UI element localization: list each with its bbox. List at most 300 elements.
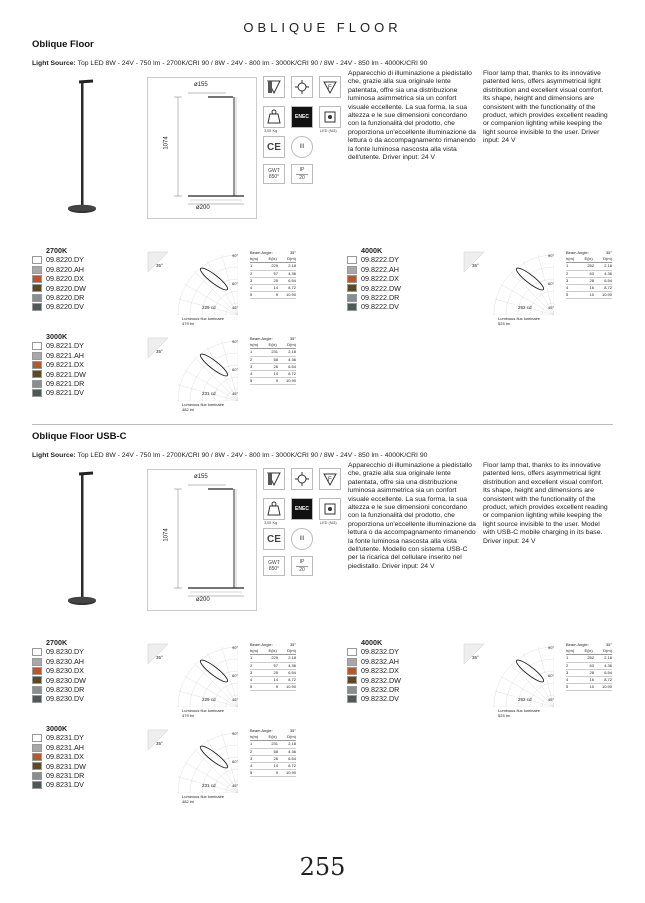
table-row (566, 655, 612, 662)
led-label: LED (Ni3) (320, 521, 337, 525)
table-cell: 5 (566, 292, 569, 298)
code-row (347, 265, 401, 274)
table-cell: 16 (589, 677, 594, 683)
section-divider (32, 424, 613, 425)
beam-angle-tag: 35° (156, 349, 163, 354)
col-h: h(m) (250, 648, 259, 654)
table-cell: 6.54 (288, 277, 296, 283)
table-cell: 4.36 (604, 662, 612, 668)
table-cell: 2.18 (288, 741, 296, 747)
angle-45-label: 45° (232, 697, 239, 702)
beam-table (250, 642, 296, 691)
light-source-line (32, 452, 427, 459)
angle-90-label: 90° (232, 339, 239, 344)
code-list (32, 332, 86, 398)
beam-angle-tag: 35° (472, 263, 479, 268)
code-row (32, 370, 86, 379)
product-code: 09.8231.AH (46, 742, 84, 752)
code-row (32, 255, 86, 264)
table-cell: 4 (250, 285, 253, 291)
finish-swatch (32, 667, 42, 675)
finish-swatch (32, 686, 42, 694)
table-cell: 4 (566, 285, 569, 291)
code-row (32, 341, 86, 350)
finish-swatch (347, 667, 357, 675)
finish-swatch (347, 284, 357, 292)
beam-angle-label: Beam Angle: (566, 642, 589, 647)
code-row (32, 265, 86, 274)
ip-icon (291, 164, 313, 184)
table-cell: 9 (275, 292, 278, 298)
angle-90-label: 90° (232, 731, 239, 736)
flux-value: 525 lm (498, 321, 511, 326)
light-source-line (32, 60, 427, 67)
ip-icon (291, 556, 313, 576)
beam-angle-value: 35° (289, 250, 296, 255)
flux-label: Luminous flux luminaire (498, 708, 541, 713)
led-icon (319, 498, 341, 520)
color-temp-heading: 4000K (361, 638, 383, 647)
table-cell: 8.72 (288, 763, 296, 769)
product-code: 09.8220.DW (46, 283, 86, 293)
table-cell: 231 (271, 741, 278, 747)
table-cell: 4.36 (288, 748, 296, 754)
table-cell: 4 (250, 677, 253, 683)
table-header (566, 648, 612, 655)
finish-swatch (32, 676, 42, 684)
finish-swatch (32, 695, 42, 703)
table-cell: 14 (273, 371, 278, 377)
candela-label: 231 cd (202, 783, 216, 788)
enec-icon (291, 106, 313, 128)
weight-label: 3,05 Kg (264, 129, 278, 133)
table-cell: 9 (275, 684, 278, 690)
angle-90-label: 90° (232, 645, 239, 650)
finish-swatch (32, 342, 42, 350)
table-header (250, 734, 296, 741)
table-cell: 3 (250, 277, 253, 283)
table-cell: 8.72 (288, 371, 296, 377)
table-cell: 231 (271, 349, 278, 355)
finish-swatch (347, 695, 357, 703)
lamp-photo (62, 469, 102, 609)
table-row (250, 278, 296, 285)
table-row (250, 292, 296, 299)
table-cell: 2.18 (288, 655, 296, 661)
finish-swatch (32, 352, 42, 360)
table-header (250, 342, 296, 349)
section-title: Oblique Floor (32, 39, 94, 50)
product-code: 09.8232.DW (361, 675, 401, 685)
table-cell: 3 (566, 669, 569, 675)
code-row (32, 388, 86, 397)
col-dm: D(m) (287, 648, 296, 654)
class3-icon (291, 528, 313, 550)
ip-value: 20 (299, 566, 305, 573)
col-elx: E(lx) (584, 256, 593, 262)
svg-text:F: F (328, 85, 332, 91)
page-title: OBLIQUE FLOOR (243, 20, 402, 35)
table-row (566, 285, 612, 292)
finish-swatch (32, 781, 42, 789)
description-en: Floor lamp that, thanks to its innovative patented lens, offers asymmetrical light distribution and excellent visual comfort. Its shape, height and dimensions are consistent with the functionality of the product, which provides excellent reading or companion lighting while keeping the light source invisible to the user. Driver input: 24 V (483, 70, 608, 145)
table-row (250, 655, 296, 662)
angle-90-label: 90° (548, 645, 555, 650)
table-cell: 3 (250, 755, 253, 761)
dimension-drawing (147, 77, 257, 219)
asymmetric-beam-icon (263, 76, 285, 98)
table-header (250, 648, 296, 655)
flux-label: Luminous flux luminaire (182, 316, 225, 321)
table-cell: 2.18 (288, 263, 296, 269)
table-cell: 26 (273, 755, 278, 761)
product-code: 09.8220.AH (46, 264, 84, 274)
table-cell: 8.72 (604, 285, 612, 291)
table-cell: 252 (587, 263, 594, 269)
product-code: 09.8222.DW (361, 283, 401, 293)
table-row (250, 371, 296, 378)
table-cell: 2.18 (604, 655, 612, 661)
code-row (347, 647, 401, 656)
table-cell: 6.54 (604, 277, 612, 283)
beam-angle-label: Beam Angle: (250, 336, 273, 341)
product-code: 09.8221.DR (46, 379, 85, 389)
class3-label: III (299, 536, 305, 542)
table-cell: 3 (250, 669, 253, 675)
beam-angle-value: 35° (605, 250, 612, 255)
table-cell: 1 (250, 655, 253, 661)
table-row (250, 763, 296, 770)
table-cell: 2.18 (288, 349, 296, 355)
col-h: h(m) (566, 648, 575, 654)
table-row (566, 684, 612, 691)
product-code: 09.8231.DY (46, 733, 84, 743)
table-row (566, 670, 612, 677)
table-cell: 5 (250, 770, 253, 776)
angle-90-label: 90° (548, 253, 555, 258)
finish-swatch (32, 361, 42, 369)
product-code: 09.8222.DX (361, 274, 399, 284)
dimension-drawing (147, 469, 257, 611)
product-code: 09.8230.DR (46, 685, 85, 695)
code-row (32, 351, 86, 360)
table-cell: 4.36 (288, 662, 296, 668)
table-cell: 6.54 (288, 363, 296, 369)
code-list (32, 724, 86, 790)
finish-swatch (32, 744, 42, 752)
table-cell: 14 (273, 763, 278, 769)
table-cell: 28 (589, 669, 594, 675)
color-temp-heading: 2700K (46, 246, 68, 255)
angle-45-label: 45° (548, 697, 555, 702)
finish-swatch (32, 753, 42, 761)
product-code: 09.8231.DX (46, 752, 84, 762)
code-row (347, 657, 401, 666)
light-source-text: Top LED 8W - 24V - 750 lm - 2700K/CRI 90 / 8W - 24V - 800 lm - 3000K/CRI 90 / 8W - 24V - 850 lm - 4000K/CRI 90 (77, 60, 428, 67)
gwt-icon (263, 556, 285, 576)
table-cell: 6.54 (288, 755, 296, 761)
col-dm: D(m) (603, 648, 612, 654)
table-cell: 58 (273, 748, 278, 754)
svg-text:F: F (328, 477, 332, 483)
finish-swatch (32, 370, 42, 378)
page-number: 255 (299, 853, 346, 881)
beam-table (250, 728, 296, 777)
table-row (250, 741, 296, 748)
code-row (347, 293, 401, 302)
flux-label: Luminous flux luminaire (182, 794, 225, 799)
dim-top-label: ø155 (194, 474, 208, 480)
table-cell: 1 (250, 263, 253, 269)
candela-label: 229 cd (202, 697, 216, 702)
col-h: h(m) (250, 256, 259, 262)
finish-swatch (32, 284, 42, 292)
table-row (250, 271, 296, 278)
table-row (250, 749, 296, 756)
code-row (32, 676, 86, 685)
code-row (347, 274, 401, 283)
finish-swatch (32, 380, 42, 388)
code-list (32, 638, 86, 704)
flux-label: Luminous flux luminaire (182, 402, 225, 407)
table-cell: 10.90 (285, 378, 296, 384)
product-code: 09.8231.DV (46, 780, 84, 790)
dim-base-label: ø200 (196, 205, 210, 211)
table-row (250, 285, 296, 292)
finish-swatch (32, 648, 42, 656)
angle-60-label: 60° (232, 759, 239, 764)
finish-swatch (32, 303, 42, 311)
product-code: 09.8231.DW (46, 761, 86, 771)
table-cell: 2 (566, 662, 569, 668)
enec-label: ENEC (295, 114, 309, 120)
beam-angle-tag: 35° (472, 655, 479, 660)
finish-swatch (32, 256, 42, 264)
beam-angle-label: Beam Angle: (250, 250, 273, 255)
table-row (566, 663, 612, 670)
angle-45-label: 45° (232, 783, 239, 788)
dimming-icon (291, 76, 313, 98)
f-class-icon (319, 468, 341, 490)
finish-swatch (32, 266, 42, 274)
flux-value: 482 lm (182, 799, 195, 804)
table-row (250, 364, 296, 371)
code-list (347, 638, 401, 704)
table-cell: 28 (589, 277, 594, 283)
table-row (250, 684, 296, 691)
table-cell: 2 (250, 356, 253, 362)
color-temp-heading: 3000K (46, 724, 68, 733)
table-cell: 4 (250, 371, 253, 377)
table-cell: 4.36 (604, 270, 612, 276)
product-code: 09.8222.DR (361, 293, 400, 303)
col-elx: E(lx) (268, 648, 277, 654)
beam-angle-value: 35° (289, 728, 296, 733)
code-row (32, 780, 86, 789)
product-code: 09.8222.AH (361, 264, 399, 274)
gwt-label: GWT 850° (268, 168, 280, 180)
product-code: 09.8221.DV (46, 388, 84, 398)
code-row (32, 379, 86, 388)
table-header (250, 256, 296, 263)
ip-value: 20 (299, 174, 305, 181)
table-cell: 10.90 (285, 684, 296, 690)
light-source-label: Light Source: (32, 452, 76, 459)
product-code: 09.8232.DY (361, 647, 399, 657)
finish-swatch (347, 275, 357, 283)
ce-icon (263, 528, 285, 550)
table-cell: 25 (273, 277, 278, 283)
table-cell: 1 (250, 741, 253, 747)
code-row (32, 274, 86, 283)
beam-angle-tag: 35° (156, 263, 163, 268)
product-code: 09.8232.DX (361, 666, 399, 676)
flux-value: 479 lm (182, 713, 195, 718)
dim-height-label: 1074 (163, 136, 170, 150)
product-code: 09.8232.DV (361, 694, 399, 704)
table-cell: 10 (589, 684, 594, 690)
col-dm: D(m) (287, 734, 296, 740)
code-list (347, 246, 401, 312)
code-row (347, 694, 401, 703)
code-row (347, 676, 401, 685)
weight-label: 3,05 Kg (264, 521, 278, 525)
col-elx: E(lx) (268, 256, 277, 262)
col-dm: D(m) (287, 342, 296, 348)
product-code: 09.8222.DV (361, 302, 399, 312)
product-code: 09.8230.DY (46, 647, 84, 657)
table-row (250, 378, 296, 385)
product-code: 09.8221.DW (46, 369, 86, 379)
ip-label: IP (296, 559, 309, 567)
finish-swatch (347, 658, 357, 666)
description-it: Apparecchio di illuminazione a piedistallo che, grazie alla sua originale lente patentata, offre sia una distribuzione luminosa asimmetrica sia un confort visuale eccellente. La sua forma, la sua altezza e le sue dimensioni concordano con la funzionalità del prodotto, che proporziona un'eccellente illuminazione da lettura o da accompagnamento rimanendo la fonte luminosa nascosta alla vista dell'utente. Driver input: 24 V (348, 70, 476, 162)
table-row (566, 271, 612, 278)
angle-45-label: 45° (548, 305, 555, 310)
table-cell: 14 (273, 677, 278, 683)
table-cell: 14 (273, 285, 278, 291)
table-cell: 1 (566, 655, 569, 661)
table-cell: 1 (566, 263, 569, 269)
code-row (32, 284, 86, 293)
table-cell: 26 (273, 363, 278, 369)
code-row (347, 302, 401, 311)
beam-angle-label: Beam Angle: (566, 250, 589, 255)
angle-60-label: 60° (232, 281, 239, 286)
product-code: 09.8232.AH (361, 656, 399, 666)
table-row (566, 278, 612, 285)
flux-value: 482 lm (182, 407, 195, 412)
ce-label: CE (267, 533, 281, 545)
class3-icon (291, 136, 313, 158)
table-row (250, 670, 296, 677)
table-cell: 8.72 (288, 285, 296, 291)
photometric-diagram (146, 250, 296, 328)
table-row (250, 677, 296, 684)
beam-table (250, 336, 296, 385)
code-list (32, 246, 86, 312)
product-code: 09.8220.DV (46, 302, 84, 312)
color-temp-heading: 4000K (361, 246, 383, 255)
product-code: 09.8231.DR (46, 771, 85, 781)
table-cell: 229 (271, 655, 278, 661)
candela-label: 231 cd (202, 391, 216, 396)
finish-swatch (32, 772, 42, 780)
led-icon (319, 106, 341, 128)
table-cell: 10.90 (601, 292, 612, 298)
product-code: 09.8221.DX (46, 360, 84, 370)
code-row (347, 284, 401, 293)
finish-swatch (347, 266, 357, 274)
finish-swatch (32, 275, 42, 283)
code-row (32, 733, 86, 742)
table-row (566, 677, 612, 684)
finish-swatch (347, 686, 357, 694)
finish-swatch (32, 734, 42, 742)
beam-angle-tag: 35° (156, 741, 163, 746)
table-cell: 10.90 (601, 684, 612, 690)
weight-icon (263, 498, 285, 520)
table-cell: 4 (566, 677, 569, 683)
product-code: 09.8230.DW (46, 675, 86, 685)
code-row (32, 293, 86, 302)
asymmetric-beam-icon (263, 468, 285, 490)
table-cell: 5 (566, 684, 569, 690)
col-h: h(m) (250, 342, 259, 348)
table-cell: 252 (587, 655, 594, 661)
col-h: h(m) (566, 256, 575, 262)
code-row (32, 694, 86, 703)
ce-icon (263, 136, 285, 158)
table-cell: 58 (273, 356, 278, 362)
photometric-diagram (146, 642, 296, 720)
finish-swatch (32, 762, 42, 770)
code-row (32, 762, 86, 771)
finish-swatch (32, 389, 42, 397)
table-cell: 2 (250, 270, 253, 276)
flux-label: Luminous flux luminaire (498, 316, 541, 321)
code-row (347, 666, 401, 675)
col-elx: E(lx) (584, 648, 593, 654)
table-cell: 8.72 (604, 677, 612, 683)
dimming-icon (291, 468, 313, 490)
table-cell: 10.90 (285, 770, 296, 776)
table-cell: 57 (273, 270, 278, 276)
table-header (566, 256, 612, 263)
product-code: 09.8221.DY (46, 341, 84, 351)
code-row (32, 657, 86, 666)
product-code: 09.8222.DY (361, 255, 399, 265)
finish-swatch (32, 294, 42, 302)
table-cell: 2 (566, 270, 569, 276)
table-row (250, 349, 296, 356)
table-cell: 2.18 (604, 263, 612, 269)
beam-table (250, 250, 296, 299)
product-code: 09.8220.DY (46, 255, 84, 265)
beam-table (566, 642, 612, 691)
table-row (250, 756, 296, 763)
beam-angle-tag: 35° (156, 655, 163, 660)
code-row (32, 666, 86, 675)
beam-angle-value: 35° (289, 336, 296, 341)
table-cell: 6.54 (288, 669, 296, 675)
table-cell: 2 (250, 748, 253, 754)
beam-angle-label: Beam Angle: (250, 728, 273, 733)
ce-label: CE (267, 141, 281, 153)
lamp-photo (62, 77, 102, 217)
table-cell: 8.72 (288, 677, 296, 683)
light-source-label: Light Source: (32, 60, 76, 67)
